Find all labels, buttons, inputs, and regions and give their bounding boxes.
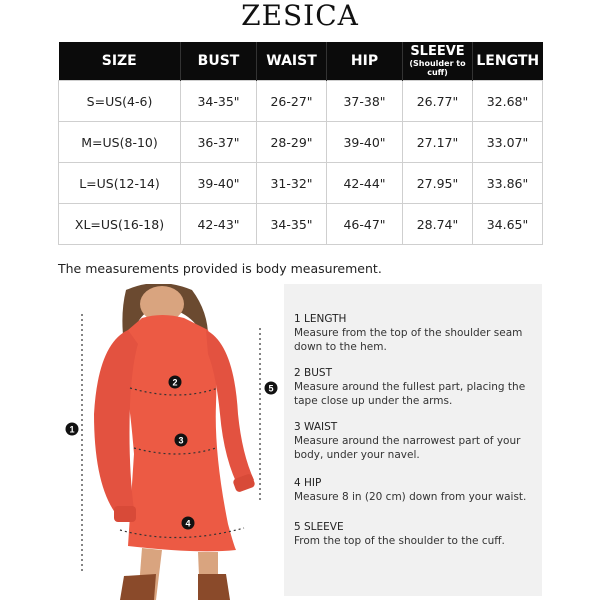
instruction-title: 5 SLEEVE <box>294 521 344 533</box>
marker-5-label: 5 <box>268 383 274 394</box>
waist-cell: 34-35" <box>257 204 327 245</box>
size-cell: M=US(8-10) <box>59 122 181 163</box>
marker-3-label: 3 <box>178 435 184 446</box>
header-hip: HIP <box>327 42 403 81</box>
instruction-hip <box>294 476 538 504</box>
hip-cell: 46-47" <box>327 204 403 245</box>
instruction-desc: Measure 8 in (20 cm) down from your waist. <box>294 491 527 503</box>
table-row <box>59 81 543 122</box>
length-cell: 33.07" <box>473 122 543 163</box>
size-cell: S=US(4-6) <box>59 81 181 122</box>
instruction-desc: Measure around the fullest part, placing the tape close up under the arms. <box>294 381 526 407</box>
instruction-title: 4 HIP <box>294 477 322 489</box>
instruction-desc: From the top of the shoulder to the cuff. <box>294 535 505 547</box>
length-cell: 34.65" <box>473 204 543 245</box>
header-sleeve-sub: (Shoulder to cuff) <box>409 59 466 77</box>
instructions-panel <box>284 284 542 596</box>
table-row <box>59 122 543 163</box>
header-sleeve <box>403 42 473 81</box>
sleeve-cell: 27.17" <box>403 122 473 163</box>
instruction-title: 3 WAIST <box>294 421 338 433</box>
hip-cell: 42-44" <box>327 163 403 204</box>
instruction-sleeve <box>294 520 538 548</box>
header-sleeve-label: SLEEVE <box>410 44 465 59</box>
sleeve-cell: 27.95" <box>403 163 473 204</box>
instruction-desc: Measure from the top of the shoulder seam down to the hem. <box>294 327 523 353</box>
instruction-title: 2 BUST <box>294 367 332 379</box>
bust-cell: 42-43" <box>181 204 257 245</box>
marker-4-label: 4 <box>185 518 191 529</box>
size-cell: L=US(12-14) <box>59 163 181 204</box>
instruction-title: 1 LENGTH <box>294 313 347 325</box>
waist-cell: 28-29" <box>257 122 327 163</box>
table-row <box>59 163 543 204</box>
length-cell: 32.68" <box>473 81 543 122</box>
marker-2-label: 2 <box>172 377 178 388</box>
waist-cell: 26-27" <box>257 81 327 122</box>
table-header-row <box>59 42 543 81</box>
right-boot <box>198 574 230 600</box>
left-cuff <box>114 506 136 522</box>
bust-cell: 39-40" <box>181 163 257 204</box>
instruction-desc: Measure around the narrowest part of your body, under your navel. <box>294 435 521 461</box>
marker-4 <box>182 517 195 530</box>
header-size: SIZE <box>59 42 181 81</box>
bust-cell: 36-37" <box>181 122 257 163</box>
size-cell: XL=US(16-18) <box>59 204 181 245</box>
bust-cell: 34-35" <box>181 81 257 122</box>
marker-2 <box>169 376 182 389</box>
header-bust: BUST <box>181 42 257 81</box>
hip-cell: 37-38" <box>327 81 403 122</box>
hip-cell: 39-40" <box>327 122 403 163</box>
waist-cell: 31-32" <box>257 163 327 204</box>
table-row <box>59 204 543 245</box>
instruction-length <box>294 312 538 354</box>
length-cell: 33.86" <box>473 163 543 204</box>
brand-logo: ZESICA <box>241 0 359 32</box>
marker-5 <box>265 382 278 395</box>
marker-1 <box>66 423 79 436</box>
measurement-note: The measurements provided is body measurement. <box>58 261 382 276</box>
header-waist: WAIST <box>257 42 327 81</box>
header-length: LENGTH <box>473 42 543 81</box>
instruction-waist <box>294 420 538 462</box>
marker-1-label: 1 <box>69 424 75 435</box>
sleeve-cell: 28.74" <box>403 204 473 245</box>
marker-3 <box>175 434 188 447</box>
model-figure <box>58 284 284 600</box>
sleeve-cell: 26.77" <box>403 81 473 122</box>
size-chart-table <box>58 42 543 245</box>
instruction-bust <box>294 366 538 408</box>
left-boot <box>120 574 156 600</box>
